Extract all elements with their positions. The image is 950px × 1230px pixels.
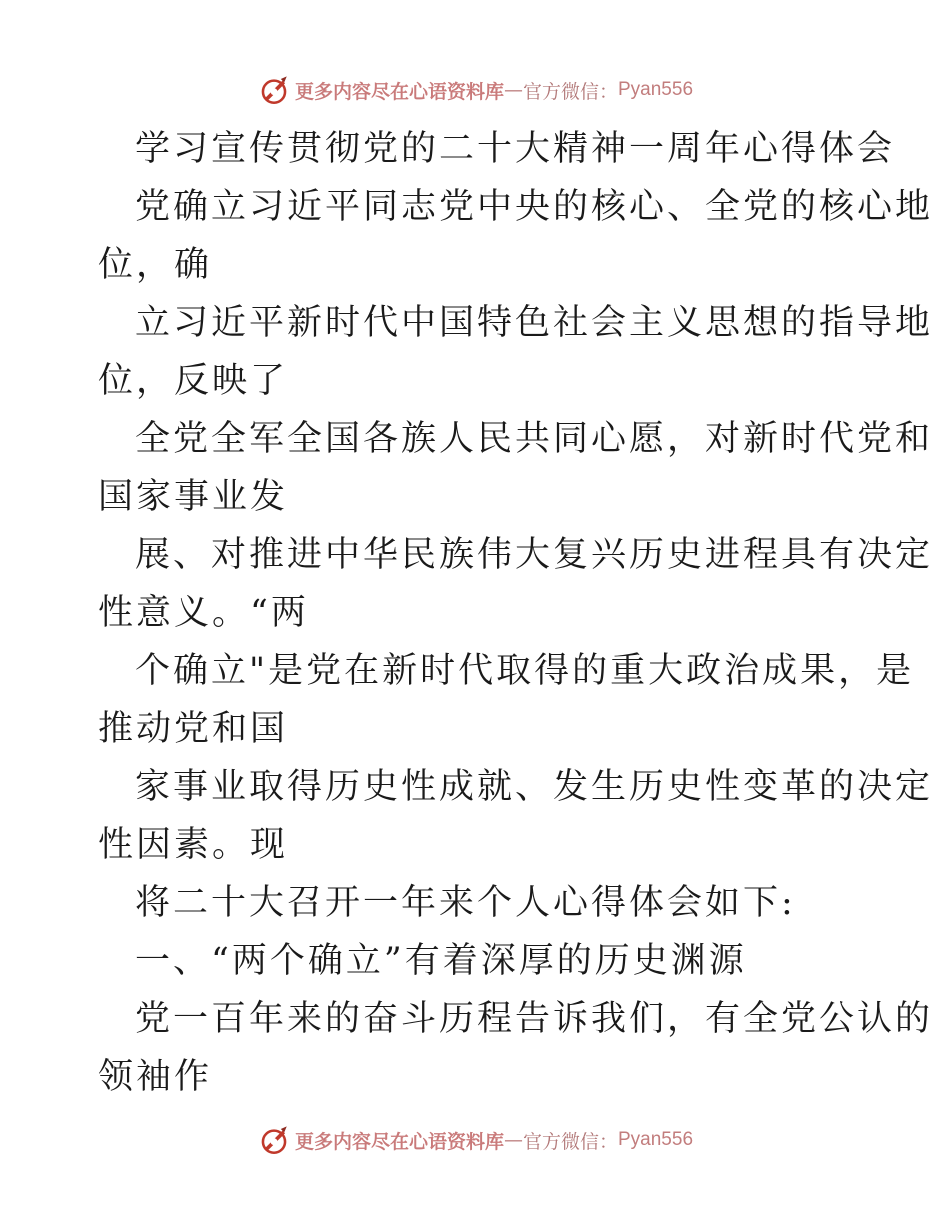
watermark-account-id: Pyan556 <box>618 1129 694 1150</box>
document-line: 学习宣传贯彻党的二十大精神一周年心得体会 <box>135 129 896 169</box>
document-line: 将二十大召开一年来个人心得体会如下: <box>135 883 796 923</box>
watermark-main-text: 更多内容尽在心语资料库 <box>294 1130 504 1153</box>
document-line: 家事业取得历史性成就、发生历史性变革的决定 <box>135 767 934 807</box>
document-line: 位，反映了 <box>98 361 289 401</box>
header-watermark <box>0 70 950 110</box>
document-line: 展、对推进中华民族伟大复兴历史进程具有决定 <box>135 535 934 575</box>
document-line: 全党全军全国各族人民共同心愿，对新时代党和 <box>135 419 934 459</box>
document-line: 国家事业发 <box>98 477 289 517</box>
document-line: 性因素。现 <box>98 825 289 865</box>
watermark-separator: — <box>503 79 523 101</box>
document-body <box>98 120 934 1106</box>
document-line: 推动党和国 <box>98 709 289 749</box>
document-line: 党一百年来的奋斗历程告诉我们，有全党公认的 <box>135 999 934 1039</box>
document-line: 立习近平新时代中国特色社会主义思想的指导地 <box>135 303 934 343</box>
quill-pen-logo-icon <box>257 1123 291 1157</box>
document-line: 党确立习近平同志党中央的核心、全党的核心地 <box>135 187 934 227</box>
watermark-account-id: Pyan556 <box>618 79 694 100</box>
watermark-separator: — <box>503 1129 523 1151</box>
document-line: 领袖作 <box>98 1057 213 1097</box>
watermark-main-text: 更多内容尽在心语资料库 <box>294 80 504 103</box>
document-line: 位，确 <box>98 245 213 285</box>
document-line: 性意义。“两 <box>98 593 309 633</box>
document-line: 个确立"是党在新时代取得的重大政治成果，是 <box>135 651 915 691</box>
footer-watermark <box>0 1120 950 1160</box>
watermark-account-label: 官方微信： <box>522 80 618 103</box>
document-line: 一、“两个确立”有着深厚的历史渊源 <box>135 941 747 981</box>
quill-pen-logo-icon <box>257 73 291 107</box>
watermark-account-label: 官方微信： <box>522 1130 618 1153</box>
